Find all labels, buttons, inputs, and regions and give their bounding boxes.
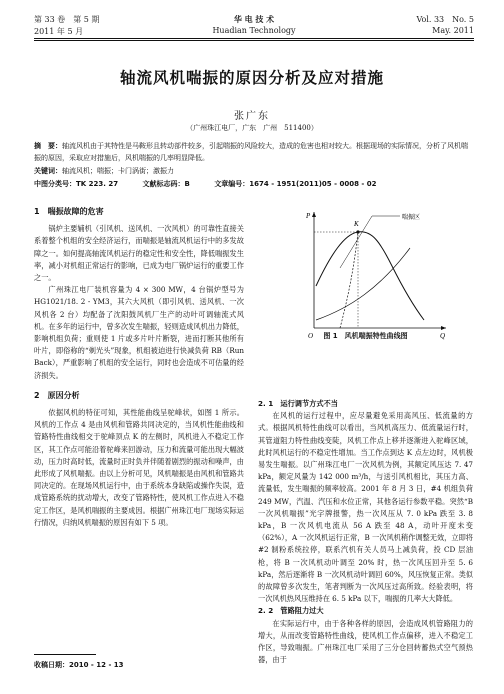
keywords-text: 轴流风机；喘振；卡门涡街；激振力 [62,167,174,175]
author: 张广东 [234,111,270,122]
affiliation: （广州珠江电厂，广东 广州 511400） [186,124,318,132]
journal-name-en: Huadian Technology [212,26,296,35]
subsection-2-2-heading: 2. 2 管路阻力过大 [258,606,324,616]
date-en: May. 2011 [432,26,474,35]
paper-title: 轴流风机喘振的原因分析及应对措施 [119,69,384,87]
section-2-heading: 2 原因分析 [34,390,80,400]
abstract [34,141,474,164]
left-column [34,206,244,529]
paragraph: 广州珠江电厂装机容量为 4 × 300 MW，4 台锅炉型号为 HG1021/18. 2 - YM3，其六大风机（即引风机、送风机、一次风机各 2 台）均配备了沈阳鼓风机厂生产的动叶可调轴流式风机。在多年的运行中，曾多次发生喘振，轻则造成风机出力降低，影响机组负荷；重则使 1 片或多片叶片断裂，进而打断其他所有叶片，即俗称的“剃光头”现象，机组被迫进行快减负荷 RB（Run Back），严重影响了机组的安全运行，同时也会造成不可估量的经济损失。 [34,285,244,380]
article-number: 文章编号：1674 - 1951(2011)05 - 0008 - 02 [214,180,377,188]
paragraph: 依据风机的特征可知，其性能曲线呈驼峰状，如图 1 所示。风机的工作点 4 是由风机和管路共同决定的，当风机性能曲线和管路特性曲线相交于驼峰顶点 K 的左侧时，风机进入不稳定工作区，其工作点可能沿着驼峰来回游动，压力和流量可能出现大幅波动，压力时高时低，流量时正时负并伴随着剧烈的振动和噪声，由此形成了风机喘振。由以上分析可见，风机喘振是由风机和管路共同决定的。在现场风机运行中，由于系统本身缺陷或操作失误，造成管路系统的扰动增大，改变了管路特性，使风机工作点进入不稳定工作区，是风机喘振的主要成因。根据广州珠江电厂现场实际运行情况，归纳风机喘振的原因有如下 5 项。 [34,408,244,527]
received-date: 收稿日期：2010 - 12 - 13 [34,661,124,669]
clc-number: 中图分类号：TK 223. 27 [34,180,119,188]
figure-1-fan-characteristic [300,208,450,340]
label-o: O [308,332,314,340]
y-axis-arrow [312,212,316,217]
point-k [356,230,359,233]
volume-issue-en: Vol. 33 No. 5 [416,15,474,24]
label-p: P [306,212,311,220]
document-code: 文献标志码：B [142,180,190,188]
footnote-rule [34,654,96,655]
label-surge-zone: 喘振区 [402,214,421,221]
abstract-text: 轴流风机由于其特性是马鞍形且转动部件较多，引起喘振的风险较大，造成的危害也相对较大。根据现场的实际情况，分析了风机喘振的原因，采取应对措施后，风机喘振的几率明显降低。 [34,142,468,162]
paragraph: 在风机的运行过程中，应尽量避免采用高风压、低流量的方式。根据风机特性曲线可以看出，当风机高压力、低流量运行时，其管道阻力特性曲线变陡，风机工作点上移并逐渐进入驼峰区域，此时风机运行的不稳定性增加。当工作点到达 K 点左边时，风机极易发生喘振。以广州珠江电厂一次风机为例，其额定风压达 7. 47 kPa，额定风量为 142 000 m³/h，与送引风机相比，其压力高、流量低，发生喘振的频率较高。2001 年 8 月 3 日，#4 机组负荷 249 MW，汽温、汽压和水位正常，其他各运行参数平稳。突然“B 一次风机喘振”光字牌报警，热一次风压从 7. 0 kPa 跌至 3. 8 kPa，B 一次风机电流从 56 A 跌至 48 A，动叶开度未变（62%），A 一次风机运行正常，B 一次风机稍作调整无效，立即将 #2 制粉系统拉停，联系汽机有关人员马上减负荷，投 CD 层油枪，将 B 一次风机动叶调至 20% 时，热一次风压回升至 5. 6 kPa，然后逐渐将 B 一次风机动叶调回 60%，风压恢复正常。类似的故障曾多次发生，笔者判断为一次风压过高所致。经验表明，将一次风机热风压维持在 6. 5 kPa 以下，喘振的几率大大降低。 [258,411,473,604]
fan-performance-curve [316,232,424,320]
right-column [258,398,473,666]
section-1-heading: 1 喘振故障的危害 [34,207,104,216]
label-q: Q [440,332,446,340]
figure-caption: 图 1 风机喘振特性曲线图 [323,332,408,340]
header-rule-bottom [34,40,474,41]
header-rule-top [34,38,474,39]
x-axis-arrow [441,326,446,330]
surge-boundary [340,232,358,328]
journal-name-cn: 华 电 技 术 [233,14,275,24]
volume-issue-cn: 第 33 卷 第 5 期 [34,15,100,24]
paragraph: 锅炉主要辅机（引风机、送风机、一次风机）的可靠性直接关系着整个机组的安全经济运行，而喘振是轴流风机运行中的多发故障之一。如何提高轴流风机运行的稳定性和安全性，降低喘振发生率，减小对机组正常运行的影响，已成为电厂锅炉运行的重要工作之一。 [34,224,244,283]
label-k: K [354,220,359,228]
date-cn: 2011 年 5 月 [34,27,84,36]
subsection-2-1-heading: 2. 1 运行调节方式不当 [258,399,338,408]
classification-meta [34,179,474,191]
keywords-label: 关键词： [34,167,62,175]
paragraph: 在实际运行中，由于各种各样的原因，会造成风机管路阻力的增大，从而改变管路特性曲线，使风机工作点偏移，进入不稳定工作区，导致喘振。广州珠江电厂采用了三分仓回转蓄热式空气预热器，由于 [258,618,473,665]
keywords [34,166,474,178]
abstract-label: 摘 要： [34,142,62,150]
